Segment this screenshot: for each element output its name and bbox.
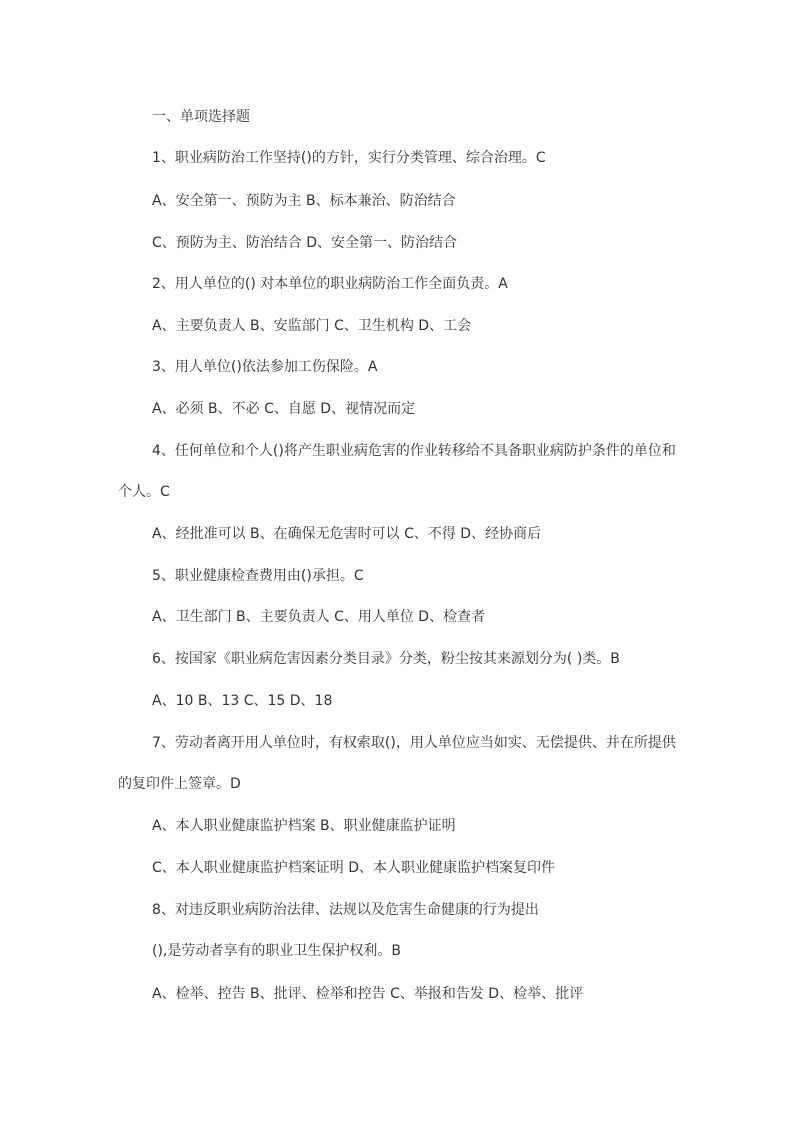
question-5: 5、职业健康检查费用由()承担。C <box>152 568 364 584</box>
question-2-options: A、主要负责人 B、安监部门 C、卫生机构 D、工会 <box>152 318 472 334</box>
question-8-options: A、检举、控告 B、批评、检举和控告 C、举报和告发 D、检举、批评 <box>152 986 584 1002</box>
question-1: 1、职业病防治工作坚持()的方针，实行分类管理、综合治理。C <box>152 150 546 166</box>
question-4: 4、任何单位和个人()将产生职业病危害的作业转移给不具备职业病防护条件的单位和 <box>152 443 676 459</box>
question-1-options-cd: C、预防为主、防治结合 D、安全第一、防治结合 <box>152 235 458 251</box>
question-6: 6、按国家《职业病危害因素分类目录》分类，粉尘按其来源划分为( )类。B <box>152 651 620 667</box>
question-4-continued: 个人。C <box>118 484 170 500</box>
question-7-options-ab: A、本人职业健康监护档案 B、职业健康监护证明 <box>152 818 456 834</box>
question-3-options: A、必须 B、不必 C、自愿 D、视情况而定 <box>152 401 416 417</box>
question-7-options-cd: C、本人职业健康监护档案证明 D、本人职业健康监护档案复印件 <box>152 860 556 876</box>
question-6-options: A、10 B、13 C、15 D、18 <box>152 693 333 709</box>
section-title: 一、单项选择题 <box>152 109 250 125</box>
question-3: 3、用人单位()依法参加工伤保险。A <box>152 359 378 375</box>
question-5-options: A、卫生部门 B、主要负责人 C、用人单位 D、检查者 <box>152 609 486 625</box>
question-1-options-ab: A、安全第一、预防为主 B、标本兼治、防治结合 <box>152 193 456 209</box>
question-7: 7、劳动者离开用人单位时，有权索取()，用人单位应当如实、无偿提供、并在所提供 <box>152 735 676 751</box>
question-8: 8、对违反职业病防治法律、法规以及危害生命健康的行为提出 <box>152 902 539 918</box>
question-4-options: A、经批准可以 B、在确保无危害时可以 C、不得 D、经协商后 <box>152 526 542 542</box>
question-8-continued: (),是劳动者享有的职业卫生保护权利。B <box>152 943 401 959</box>
question-7-continued: 的复印件上签章。D <box>118 776 241 792</box>
question-2: 2、用人单位的() 对本单位的职业病防治工作全面负责。A <box>152 276 508 292</box>
